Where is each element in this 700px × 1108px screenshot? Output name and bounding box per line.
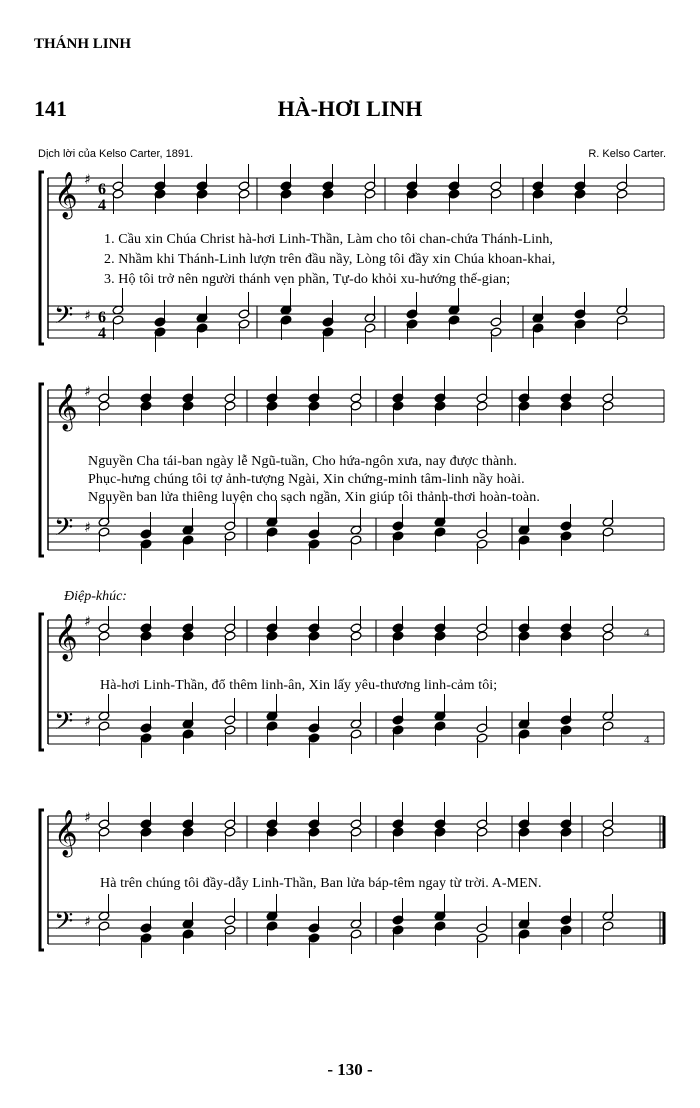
chorus-label: Điệp-khúc: bbox=[64, 589, 127, 604]
treble-clef-icon: 𝄞 bbox=[54, 172, 78, 218]
treble-clef-icon: 𝄞 bbox=[54, 810, 78, 856]
brace bbox=[40, 810, 44, 950]
lyric-line: Hà trên chúng tôi đầy-dẫy Linh-Thần, Ban lửa báp-têm ngay từ trời. A-MEN. bbox=[100, 876, 542, 891]
hymn-title: HÀ-HƠI LINH bbox=[277, 96, 423, 121]
sharp-icon: ♯ bbox=[84, 172, 91, 188]
treble-clef-icon: 𝄞 bbox=[54, 384, 78, 430]
hymn-number: 141 bbox=[34, 96, 67, 121]
system-braces bbox=[40, 172, 48, 950]
sharp-icon: ♯ bbox=[84, 520, 91, 536]
lyricist-credit: Dịch lời của Kelso Carter, 1891. bbox=[38, 148, 194, 160]
page-number: - 130 - bbox=[327, 1060, 373, 1079]
sharp-icon: ♯ bbox=[84, 914, 91, 930]
lyric-line: Hà-hơi Linh-Thần, đổ thêm linh-ân, Xin lấy yêu-thương linh-cảm tôi; bbox=[100, 678, 498, 693]
lyric-line: 1. Cầu xin Chúa Christ hà-hơi Linh-Thần, Làm cho tôi chan-chứa Thánh-Linh, bbox=[104, 232, 554, 247]
sharp-icon: ♯ bbox=[84, 810, 91, 826]
lyric-line: Phục-hưng chúng tôi tợ ảnh-tượng Ngài, Xin chứng-minh tâm-linh nầy hoài. bbox=[88, 472, 525, 487]
sharp-icon: ♯ bbox=[84, 614, 91, 630]
brace bbox=[40, 384, 44, 556]
bass-clef-icon: 𝄢 bbox=[54, 707, 74, 742]
finger-mark-bass: 4 bbox=[644, 734, 650, 746]
sharp-icon: ♯ bbox=[84, 308, 91, 324]
time-signature: 4 bbox=[98, 325, 106, 342]
bass-clef-icon: 𝄢 bbox=[54, 301, 74, 336]
lyric-line: 3. Hộ tôi trở nên người thánh vẹn phần, Tự-do khỏi xu-hướng thế-gian; bbox=[104, 272, 511, 287]
sharp-icon: ♯ bbox=[84, 714, 91, 730]
time-signature: 4 bbox=[98, 197, 106, 214]
bass-clef-icon: 𝄢 bbox=[54, 513, 74, 548]
lyric-line: Nguyền Cha tái-ban ngày lễ Ngũ-tuần, Cho hứa-ngôn xưa, nay được thành. bbox=[88, 454, 518, 469]
bass-clef-icon: 𝄢 bbox=[54, 907, 74, 942]
composer-credit: R. Kelso Carter. bbox=[588, 148, 666, 160]
lyric-line: Nguyền ban lửa thiêng luyện cho sạch ngần, Xin giúp tôi thảnh-thơi hoàn-toàn. bbox=[88, 490, 540, 505]
treble-clef-icon: 𝄞 bbox=[54, 614, 78, 660]
brace bbox=[40, 614, 44, 750]
time-signature: 6 bbox=[98, 181, 106, 198]
time-signature: 6 bbox=[98, 309, 106, 326]
brace bbox=[40, 172, 44, 344]
sharp-icon: ♯ bbox=[84, 384, 91, 400]
lyric-line: 2. Nhầm khi Thánh-Linh lượn trên đầu nầy, Lòng tôi đầy xin Chúa khoan-khai, bbox=[104, 252, 556, 267]
finger-mark: 4 bbox=[644, 627, 650, 639]
clefs bbox=[54, 172, 106, 942]
section-heading: THÁNH LINH bbox=[34, 36, 132, 52]
